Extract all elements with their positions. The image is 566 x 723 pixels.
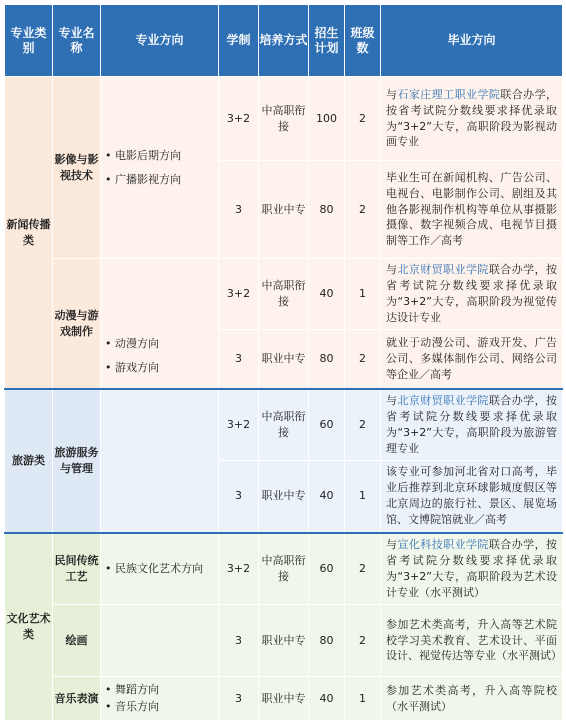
years-cell: 3+2 bbox=[219, 533, 259, 605]
plan-cell: 40 bbox=[309, 461, 345, 533]
header-years: 学制 bbox=[219, 5, 259, 77]
header-outcome: 毕业方向 bbox=[381, 5, 563, 77]
direction-cell bbox=[101, 259, 219, 390]
major-cell: 民间传统工艺 bbox=[53, 533, 101, 605]
partner-school-link: 北京财贸职业学院 bbox=[397, 394, 489, 408]
direction-cell bbox=[101, 677, 219, 721]
mode-cell: 职业中专 bbox=[259, 677, 309, 721]
classes-cell: 2 bbox=[345, 389, 381, 460]
classes-cell: 2 bbox=[345, 77, 381, 161]
header-plan: 招生计划 bbox=[309, 5, 345, 77]
header-mode: 培养方式 bbox=[259, 5, 309, 77]
years-cell: 3 bbox=[219, 677, 259, 721]
major-cell: 动漫与游戏制作 bbox=[53, 259, 101, 390]
category-cell: 新闻传播类 bbox=[5, 77, 53, 390]
partner-school-link: 宣化科技职业学院 bbox=[397, 537, 489, 551]
table-row bbox=[5, 77, 563, 161]
years-cell: 3+2 bbox=[219, 389, 259, 460]
direction-item: • 动漫方向 bbox=[105, 337, 159, 351]
outcome-cell: 与石家庄理工职业学院联合办学，按省考试院分数线要求择优录取为“3+2”大专，高职阶段为影视动画专业 bbox=[381, 77, 563, 161]
program-table-container bbox=[4, 4, 562, 718]
direction-cell bbox=[101, 605, 219, 677]
direction-item: • 游戏方向 bbox=[105, 361, 159, 375]
plan-cell: 100 bbox=[309, 77, 345, 161]
plan-cell: 60 bbox=[309, 533, 345, 605]
header-classes: 班级数 bbox=[345, 5, 381, 77]
table-row bbox=[5, 389, 563, 460]
years-cell: 3 bbox=[219, 329, 259, 389]
years-cell: 3 bbox=[219, 461, 259, 533]
major-cell: 影像与影视技术 bbox=[53, 77, 101, 259]
header-direction: 专业方向 bbox=[101, 5, 219, 77]
mode-cell: 中高职衔接 bbox=[259, 77, 309, 161]
mode-cell: 中高职衔接 bbox=[259, 259, 309, 330]
header-row bbox=[5, 5, 563, 77]
major-cell: 绘画 bbox=[53, 605, 101, 677]
header-major: 专业名称 bbox=[53, 5, 101, 77]
table-row bbox=[5, 533, 563, 605]
outcome-cell: 参加艺术类高考，升入高等艺术院校学习美术教育、艺术设计、平面设计、视觉传达等专业（水平测试） bbox=[381, 605, 563, 677]
mode-cell: 中高职衔接 bbox=[259, 533, 309, 605]
direction-item: • 舞蹈方向 bbox=[105, 683, 159, 697]
partner-school-link: 北京财贸职业学院 bbox=[397, 263, 489, 276]
outcome-cell: 与北京财贸职业学院联合办学，按省考试院分数线要求择优录取为“3+2”大专，高职阶段为视觉传达设计专业 bbox=[381, 259, 563, 330]
mode-cell: 职业中专 bbox=[259, 605, 309, 677]
table-row bbox=[5, 605, 563, 677]
mode-cell: 职业中专 bbox=[259, 161, 309, 259]
outcome-cell: 与宣化科技职业学院联合办学，按省考试院分数线要求择优录取为“3+2”大专，高职阶段为艺术设计专业（水平测试） bbox=[381, 533, 563, 605]
classes-cell: 2 bbox=[345, 605, 381, 677]
years-cell: 3 bbox=[219, 605, 259, 677]
outcome-cell: 参加艺术类高考，升入高等院校（水平测试） bbox=[381, 677, 563, 721]
plan-cell: 40 bbox=[309, 677, 345, 721]
classes-cell: 1 bbox=[345, 259, 381, 330]
direction-cell bbox=[101, 389, 219, 532]
plan-cell: 60 bbox=[309, 389, 345, 460]
outcome-cell: 与北京财贸职业学院联合办学，按省考试院分数线要求择优录取为“3+2”大专，高职阶段为旅游管理专业 bbox=[381, 389, 563, 460]
table-row bbox=[5, 259, 563, 330]
classes-cell: 2 bbox=[345, 533, 381, 605]
years-cell: 3 bbox=[219, 161, 259, 259]
direction-item: • 音乐方向 bbox=[105, 700, 159, 713]
direction-item: • 电影后期方向 bbox=[105, 148, 181, 162]
plan-cell: 80 bbox=[309, 161, 345, 259]
classes-cell: 1 bbox=[345, 677, 381, 721]
mode-cell: 职业中专 bbox=[259, 461, 309, 533]
program-table bbox=[4, 4, 563, 721]
category-cell: 文化艺术类 bbox=[5, 533, 53, 721]
table-row bbox=[5, 677, 563, 721]
category-cell: 旅游类 bbox=[5, 389, 53, 532]
direction-cell bbox=[101, 77, 219, 259]
mode-cell: 中高职衔接 bbox=[259, 389, 309, 460]
plan-cell: 80 bbox=[309, 329, 345, 389]
plan-cell: 40 bbox=[309, 259, 345, 330]
classes-cell: 2 bbox=[345, 161, 381, 259]
years-cell: 3+2 bbox=[219, 259, 259, 330]
major-cell: 旅游服务与管理 bbox=[53, 389, 101, 532]
major-cell: 音乐表演 bbox=[53, 677, 101, 721]
direction-item: • 民族文化艺术方向 bbox=[105, 561, 203, 575]
direction-cell bbox=[101, 533, 219, 605]
outcome-cell: 该专业可参加河北省对口高考，毕业后推荐到北京环球影城度假区等北京周边的旅行社、景区、展览场馆、文博院馆就业／高考 bbox=[381, 461, 563, 533]
classes-cell: 1 bbox=[345, 461, 381, 533]
outcome-cell: 毕业生可在新闻机构、广告公司、电视台、电影制作公司、剧组及其他各影视制作机构等单位从事摄影摄像、数字视频合成、电视节目摄制等工作／高考 bbox=[381, 161, 563, 259]
partner-school-link: 石家庄理工职业学院 bbox=[397, 87, 501, 101]
header-category: 专业类别 bbox=[5, 5, 53, 77]
outcome-cell: 就业于动漫公司、游戏开发、广告公司、多媒体制作公司、网络公司等企业／高考 bbox=[381, 329, 563, 389]
direction-item: • 广播影视方向 bbox=[105, 172, 181, 186]
classes-cell: 2 bbox=[345, 329, 381, 389]
mode-cell: 职业中专 bbox=[259, 329, 309, 389]
years-cell: 3+2 bbox=[219, 77, 259, 161]
plan-cell: 80 bbox=[309, 605, 345, 677]
